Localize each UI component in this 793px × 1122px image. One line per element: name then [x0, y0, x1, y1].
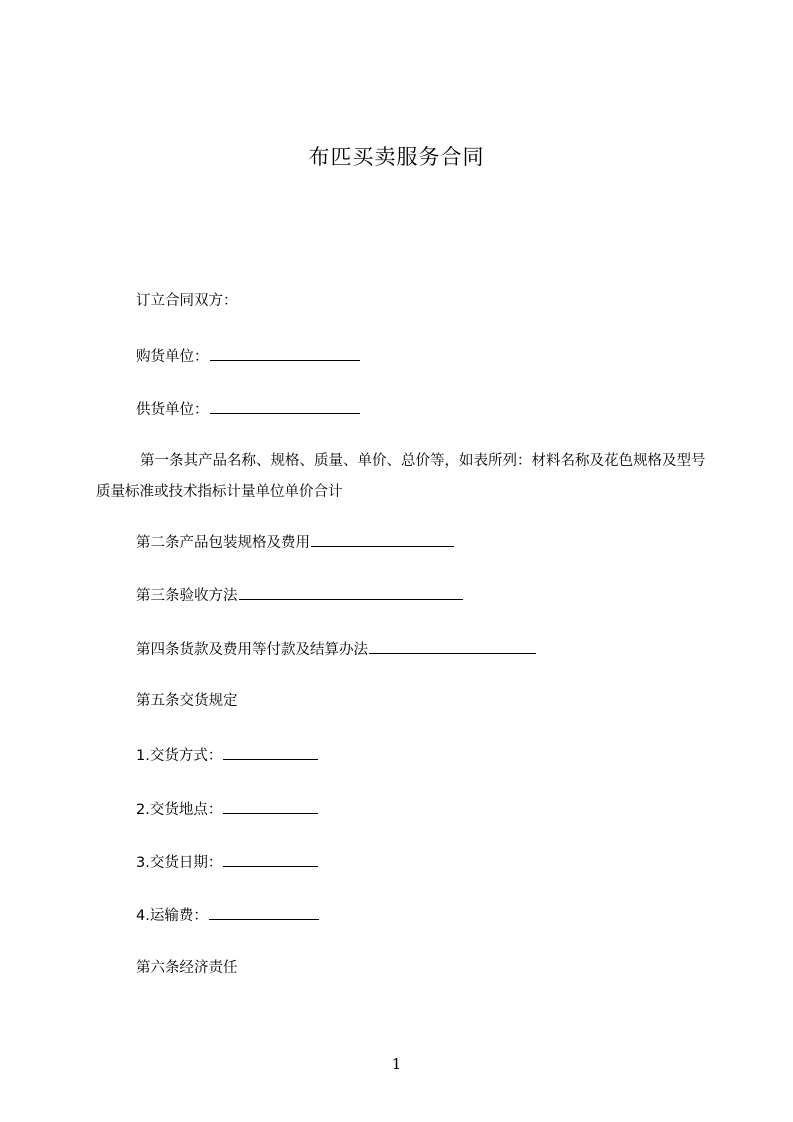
- delivery-place-line: [136, 798, 318, 820]
- delivery-date-label: 3.交货日期：: [136, 855, 223, 871]
- delivery-place-blank: [223, 798, 318, 814]
- buyer-label: 购货单位：: [136, 349, 209, 365]
- freight-blank: [209, 904, 319, 920]
- delivery-date-blank: [223, 851, 318, 867]
- article-5: 第五条交货规定: [136, 693, 238, 709]
- document-title: 布匹买卖服务合同: [308, 145, 485, 169]
- delivery-date-line: [136, 851, 318, 873]
- buyer-blank: [210, 345, 360, 361]
- article-4-line: [136, 638, 536, 660]
- article-6: 第六条经济责任: [136, 960, 238, 976]
- parties-intro: 订立合同双方：: [136, 293, 238, 309]
- buyer-line: [136, 345, 360, 367]
- delivery-method-blank: [223, 744, 318, 760]
- article-3-blank: [239, 584, 463, 600]
- article-1: 第一条其产品名称、规格、质量、单价、总价等，如表所列：材料名称及花色规格及型号质量标准或技术指标计量单位单价合计: [96, 453, 706, 500]
- article-3-label: 第三条验收方法: [136, 588, 238, 604]
- delivery-method-label: 1.交货方式：: [136, 748, 223, 764]
- supplier-label: 供货单位：: [136, 402, 209, 418]
- freight-label: 4.运输费：: [136, 908, 208, 924]
- delivery-method-line: [136, 744, 318, 766]
- supplier-blank: [210, 398, 360, 414]
- article-2-label: 第二条产品包装规格及费用: [136, 535, 310, 551]
- article-3-line: [136, 584, 463, 606]
- page-number: 1: [391, 1055, 402, 1073]
- article-2-line: [136, 531, 454, 553]
- supplier-line: [136, 398, 360, 420]
- article-4-label: 第四条货款及费用等付款及结算办法: [136, 642, 368, 658]
- freight-line: [136, 904, 319, 926]
- article-2-blank: [311, 531, 454, 547]
- delivery-place-label: 2.交货地点：: [136, 802, 223, 818]
- article-4-blank: [369, 638, 536, 654]
